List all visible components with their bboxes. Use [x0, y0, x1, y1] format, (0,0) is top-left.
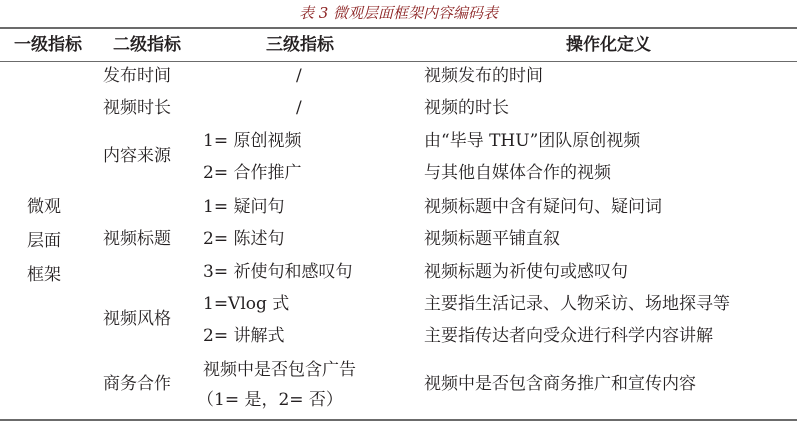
header-definition: 操作化定义	[566, 35, 651, 55]
definition-explain: 主要指传达者向受众进行科学内容讲解	[424, 326, 713, 346]
level2-duration: 视频时长	[103, 98, 171, 118]
definition-original: 由“毕导 THU”团队原创视频	[424, 131, 641, 151]
level3-ad-question: 视频中是否包含广告	[203, 360, 356, 380]
definition-question: 视频标题中含有疑问句、疑问词	[424, 197, 662, 217]
level2-video-title: 视频标题	[103, 229, 171, 249]
definition-vlog: 主要指生活记录、人物采访、场地探寻等	[424, 294, 730, 314]
definition-statement: 视频标题平铺直叙	[424, 229, 560, 249]
definition-cooperation: 与其他自媒体合作的视频	[424, 163, 611, 183]
level3-cooperation: 2= 合作推广	[203, 163, 302, 183]
header-level2: 二级指标	[113, 35, 181, 55]
bottom-rule	[0, 419, 797, 421]
level1-line1: 微观	[27, 197, 61, 217]
level3-statement: 2= 陈述句	[203, 229, 285, 249]
level2-content-source: 内容来源	[103, 146, 171, 166]
level3-ad-options: （1= 是，2= 否）	[197, 390, 343, 410]
top-rule	[0, 27, 797, 29]
level1-line3: 框架	[27, 265, 61, 285]
level3-imperative: 3= 祈使句和感叹句	[203, 262, 353, 282]
header-level3: 三级指标	[266, 35, 334, 55]
level2-business: 商务合作	[103, 374, 171, 394]
table-caption: 表 3 微观层面框架内容编码表	[298, 4, 499, 22]
level2-publish-time: 发布时间	[103, 66, 171, 86]
definition-business: 视频中是否包含商务推广和宣传内容	[424, 374, 696, 394]
definition-duration: 视频的时长	[424, 98, 509, 118]
definition-publish-time: 视频发布的时间	[424, 66, 543, 86]
level3-publish-time: /	[296, 66, 302, 86]
level2-video-style: 视频风格	[103, 309, 171, 329]
level3-question: 1= 疑问句	[203, 197, 285, 217]
header-level1: 一级指标	[14, 35, 82, 55]
definition-imperative: 视频标题为祈使句或感叹句	[424, 262, 628, 282]
level3-duration: /	[296, 98, 302, 118]
level3-original: 1= 原创视频	[203, 131, 302, 151]
level3-vlog: 1=Vlog 式	[203, 294, 290, 314]
level3-explain: 2= 讲解式	[203, 326, 285, 346]
level1-line2: 层面	[27, 231, 61, 251]
